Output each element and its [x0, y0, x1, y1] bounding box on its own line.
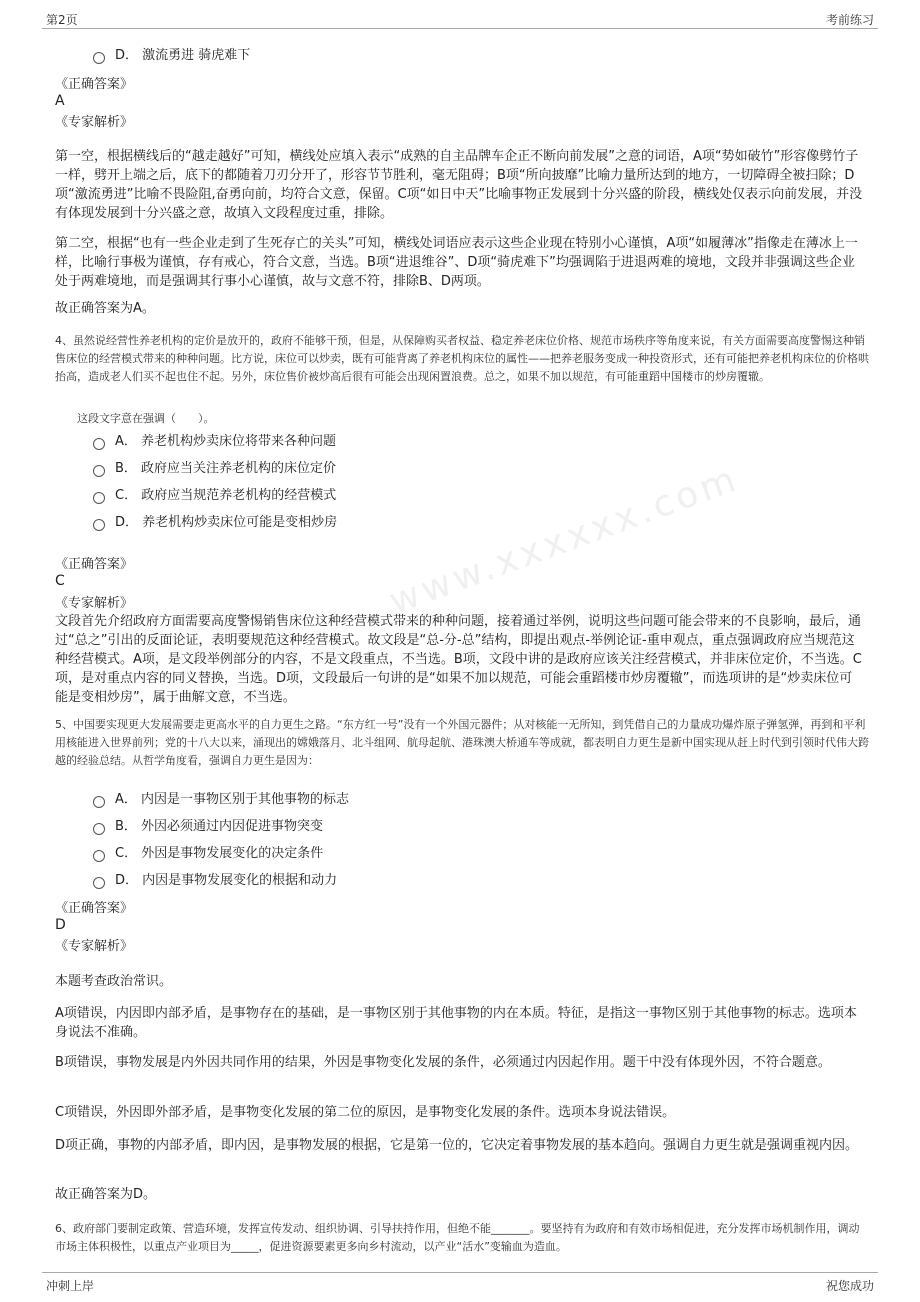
q5-option-c[interactable]: [93, 844, 323, 863]
analysis-intro: 本题考查政治常识。: [55, 974, 173, 989]
analysis-paragraph: 文段首先介绍政府方面需要高度警惕销售床位这种经营模式带来的种种问题，接着通过举例，说明这些问题可能会带来的不良影响，最后，通过“总之”引出的反面论证，表明要规范这种经营模式。故文段是“总-分-总”结构，即提出观点-举例论证-重申观点，重点强调政府应当规范这种经营模式。A项，是文段举例部分的内容，不是文段重点，不当选。B项，文段中讲的是政府应该关注经营模式，并非床位定价，不当选。C项，是对重点内容的同义替换，当选。D项，文段最后一句讲的是“如果不加以规范，可能会重蹈楼市炒房覆辙”，而选项讲的是“炒卖床位可能是变相炒房”，属于曲解文意，不当选。: [55, 614, 862, 705]
q4-option-a[interactable]: [93, 432, 336, 451]
question-stem: 4、虽然说经营性养老机构的定价是放开的，政府不能够干预，但是，从保障购买者权益、稳定养老床位价格、规范市场秩序等角度来说，有关方面需要高度警惕这种销售床位的经营模式带来的种种问题。比方说，床位可以炒卖，既有可能背离了养老机构床位的属性——把养老服务变成一种投资形式，还有可能把养老机构床位的价格哄抬高，造成老人们买不起也住不起。另外，床位售价被炒高后很有可能会出现闲置浪费。总之，如果不加以规范，有可能重蹈中国楼市的炒房覆辙。: [55, 334, 869, 383]
answer-label: 《正确答案》: [55, 901, 134, 916]
option-label: D． 激流勇进 骑虎难下: [115, 48, 251, 63]
answer-value: A: [55, 93, 65, 109]
page-footer: [42, 1272, 878, 1295]
page-header: [42, 8, 878, 29]
option-label: B． 政府应当关注养老机构的床位定价: [115, 461, 337, 476]
analysis-paragraph: D项正确，事物的内部矛盾，即内因，是事物发展的根据，它是第一位的，它决定着事物发展的基本趋向。强调自力更生就是强调重视内因。: [55, 1138, 859, 1153]
option-label: D． 内因是事物发展变化的根据和动力: [115, 873, 338, 888]
analysis-conclusion: 故正确答案为A。: [55, 301, 155, 316]
footer-right: 祝您成功: [825, 1279, 874, 1293]
analysis-paragraph: 第二空，根据“也有一些企业走到了生死存亡的关头”可知，横线处词语应表示这些企业现在特别小心谨慎，A项“如履薄冰”指像走在薄冰上一样，比喻行事极为谨慎，存有戒心，符合文意，当选。B项“进退维谷”、D项“骑虎难下”均强调陷于进退两难的境地，文段并非强调这些企业处于两难境地，而是强调其行事小心谨慎，故与文意不符，排除B、D两项。: [55, 236, 858, 289]
question-stem: 6、政府部门要制定政策、营造环境，发挥宣传发动、组织协调、引导扶持作用，但绝不能_______。要坚持有为政府和有效市场相促进，充分发挥市场机制作用，调动市场主体积极性，以重点产业项目为_____，促进资源要素更多向乡村流动，以产业“活水”变输血为造血。: [55, 1222, 860, 1253]
option-label: B． 外因必须通过内因促进事物突变: [115, 819, 324, 834]
option-label: A． 养老机构炒卖床位将带来各种问题: [115, 434, 337, 449]
radio-icon[interactable]: [93, 465, 105, 477]
answer-value: D: [55, 917, 66, 933]
radio-icon[interactable]: [93, 850, 105, 862]
header-title: 考前练习: [825, 13, 874, 27]
q3-option-d[interactable]: [93, 46, 250, 65]
analysis-paragraph: B项错误，事物发展是内外因共同作用的结果，外因是事物变化发展的条件，必须通过内因起作用。题干中没有体现外因，不符合题意。: [55, 1055, 831, 1070]
radio-icon[interactable]: [93, 52, 105, 64]
q5-option-d[interactable]: [93, 871, 337, 890]
question-stem: 5、中国要实现更大发展需要走更高水平的自力更生之路。“东方红一号”没有一个外国元器件；从对核能一无所知，到凭借自己的力量成功爆炸原子弹氢弹，再到和平利用核能进入世界前列；党的十八大以来，涌现出的嫦娥落月、北斗组网、航母起航、港珠澳大桥通车等成就，都表明自力更生是新中国实现从赶上时代到引领时代伟大跨越的经验总结。从哲学角度看，强调自力更生是因为：: [55, 718, 869, 767]
q5-option-b[interactable]: [93, 817, 323, 836]
radio-icon[interactable]: [93, 438, 105, 450]
analysis-label: 《专家解析》: [55, 115, 134, 130]
analysis-paragraph: A项错误，内因即内部矛盾，是事物存在的基础，是一事物区别于其他事物的内在本质。特征，是指这一事物区别于其他事物的标志。选项本身说法不准确。: [55, 1006, 857, 1040]
answer-label: 《正确答案》: [55, 77, 134, 92]
question-prompt: 这段文字意在强调（ ）。: [77, 412, 215, 425]
analysis-conclusion: 故正确答案为D。: [55, 1187, 157, 1202]
answer-value: C: [55, 573, 65, 589]
watermark: www.xxxxxx.com: [384, 458, 745, 623]
analysis-paragraph: 第一空，根据横线后的“越走越好”可知，横线处应填入表示“成熟的自主品牌车企正不断向前发展”之意的词语，A项“势如破竹”形容像劈竹子一样，劈开上端之后，底下的都随着刀刃分开了，形容节节胜利，毫无阻碍；B项“所向披靡”比喻力量所达到的地方，一切障碍全被扫除；D项“激流勇进”比喻不畏险阻,奋勇向前，均符合文意，保留。C项“如日中天”比喻事物正发展到十分兴盛的阶段，横线处仅表示向前发展，并没有体现发展到十分兴盛之意，故填入文段程度过重，排除。: [55, 149, 863, 221]
radio-icon[interactable]: [93, 796, 105, 808]
analysis-paragraph: C项错误，外因即外部矛盾，是事物变化发展的第二位的原因，是事物变化发展的条件。选项本身说法错误。: [55, 1105, 676, 1120]
radio-icon[interactable]: [93, 877, 105, 889]
footer-left: 冲刺上岸: [46, 1279, 95, 1293]
option-label: C． 政府应当规范养老机构的经营模式: [115, 488, 337, 503]
q5-option-a[interactable]: [93, 790, 349, 809]
radio-icon[interactable]: [93, 519, 105, 531]
analysis-label: 《专家解析》: [55, 939, 134, 954]
answer-label: 《正确答案》: [55, 557, 134, 572]
option-label: C． 外因是事物发展变化的决定条件: [115, 846, 324, 861]
radio-icon[interactable]: [93, 492, 105, 504]
option-label: D． 养老机构炒卖床位可能是变相炒房: [115, 515, 338, 530]
radio-icon[interactable]: [93, 823, 105, 835]
q4-option-c[interactable]: [93, 486, 336, 505]
q4-option-b[interactable]: [93, 459, 336, 478]
analysis-label: 《专家解析》: [55, 596, 134, 611]
page-number: 第2页: [46, 13, 78, 27]
q4-option-d[interactable]: [93, 513, 337, 532]
option-label: A． 内因是一事物区别于其他事物的标志: [115, 792, 350, 807]
